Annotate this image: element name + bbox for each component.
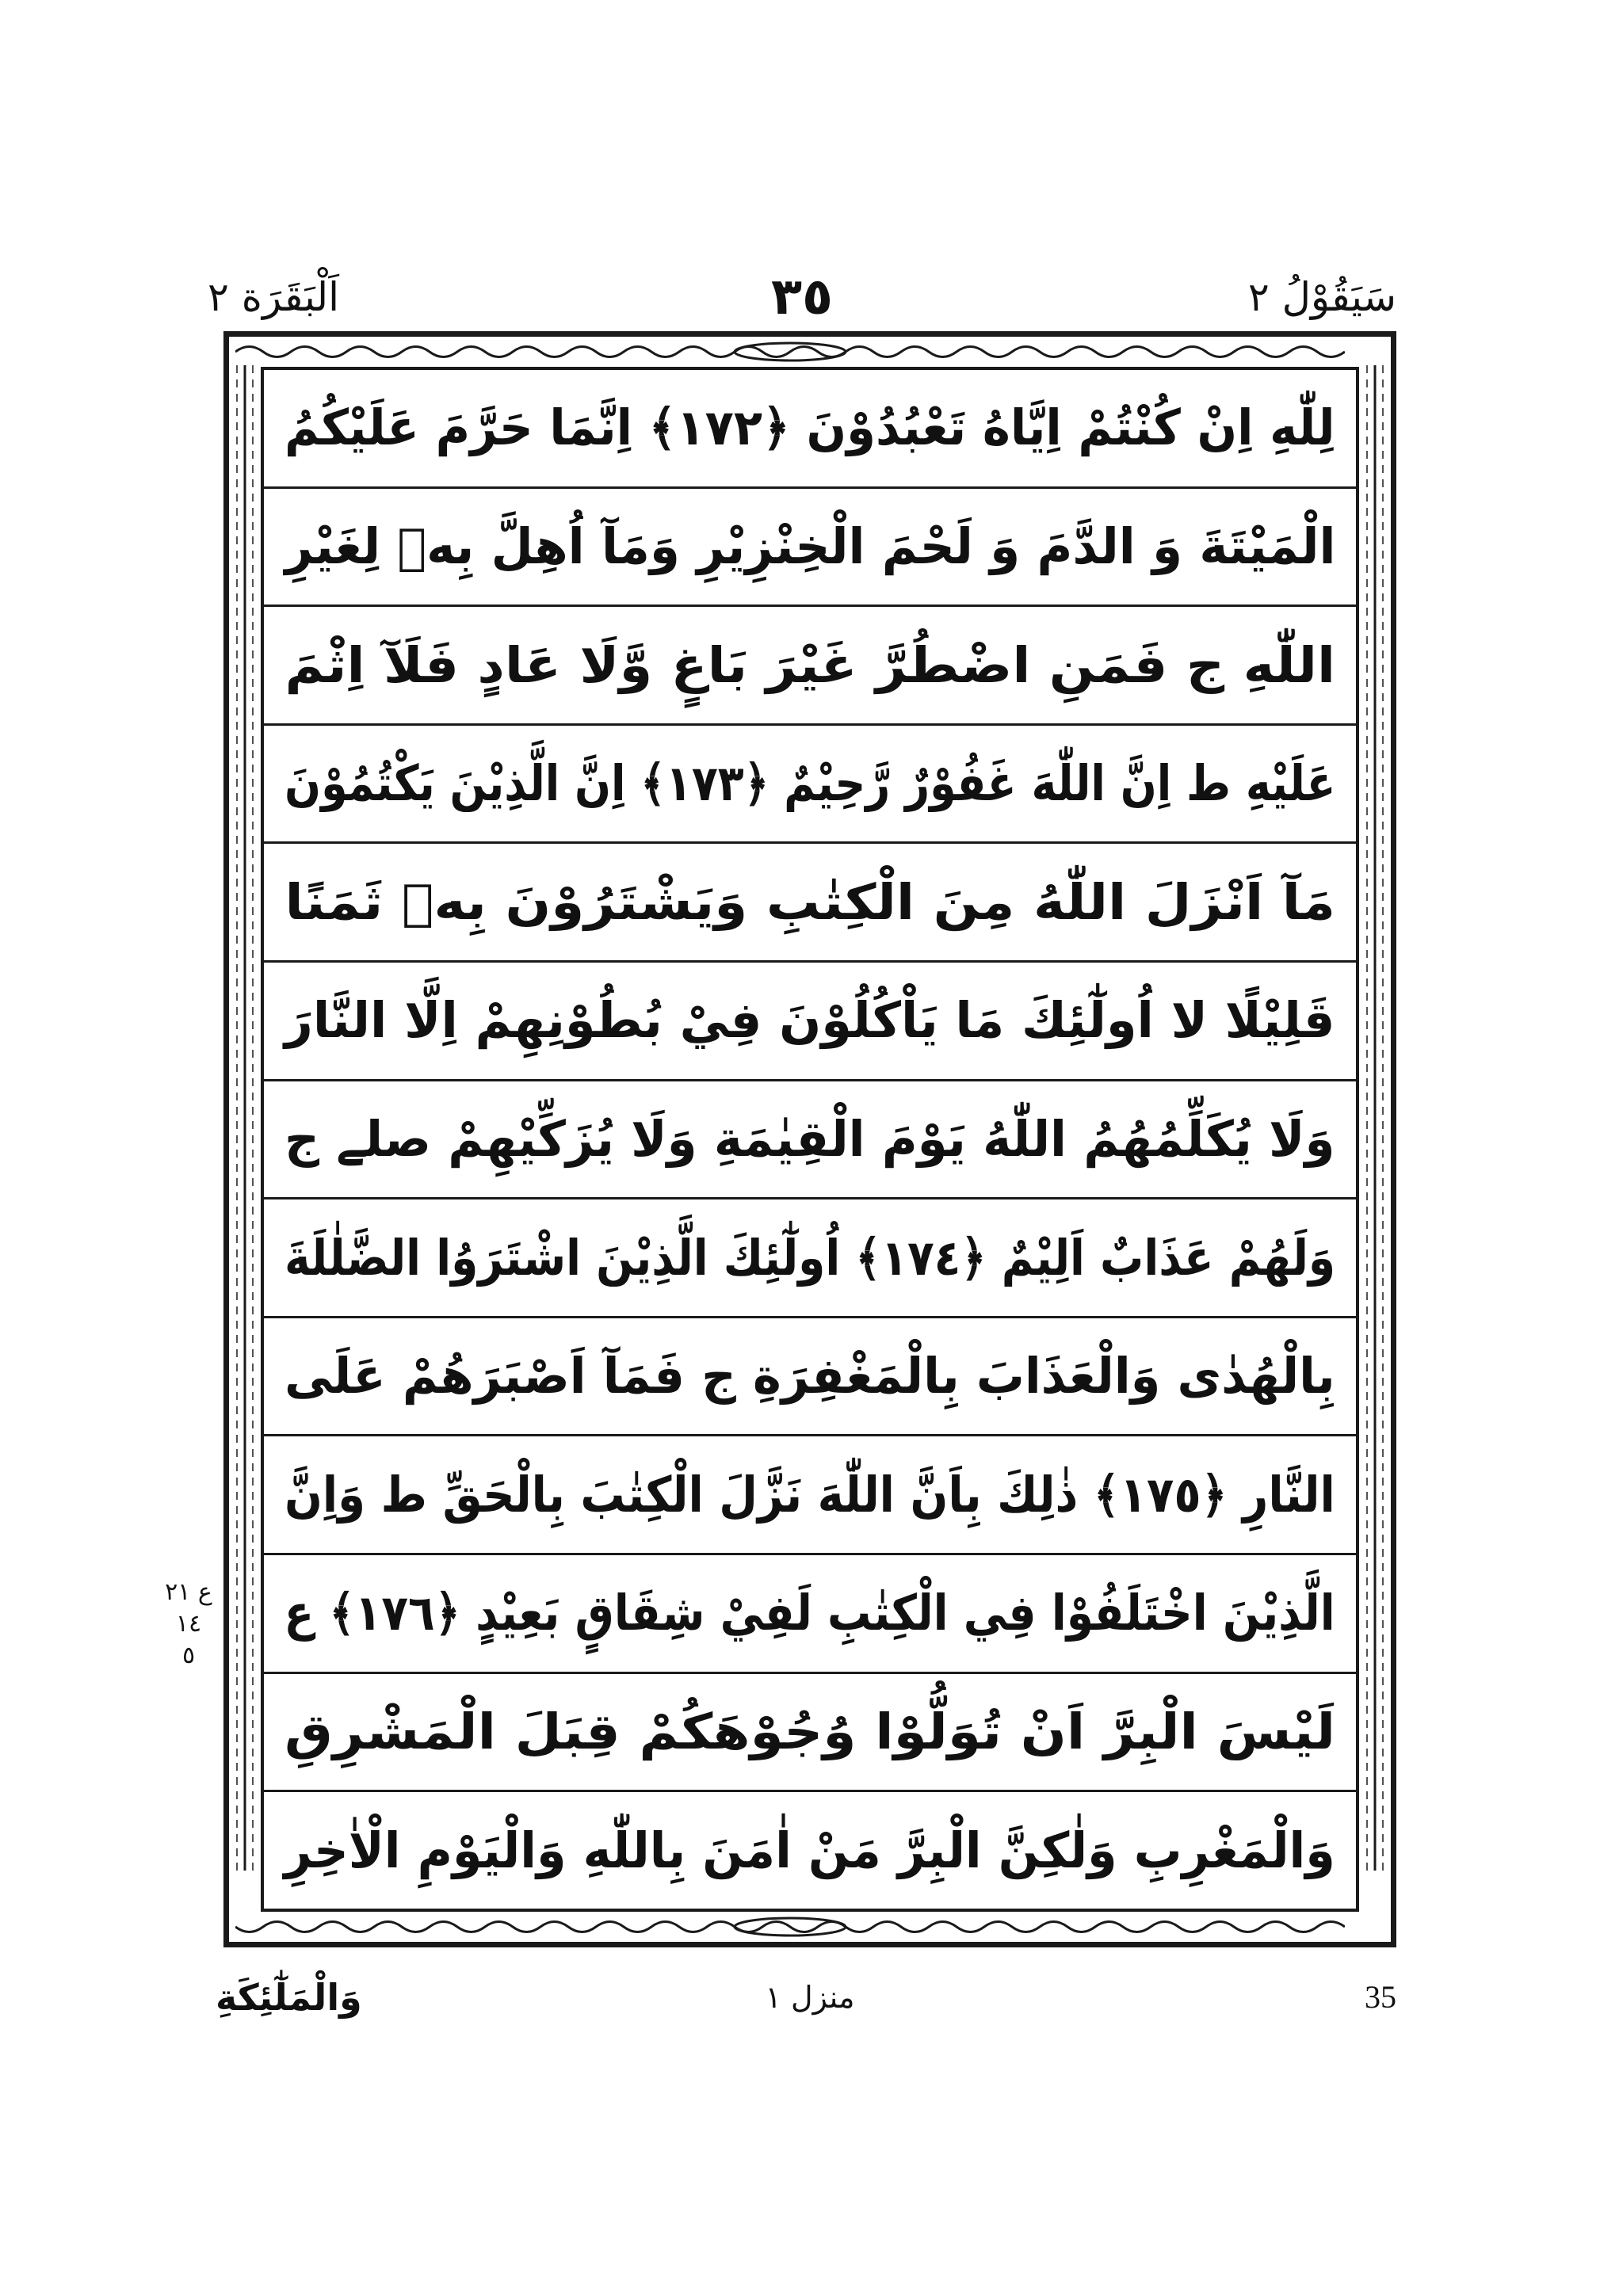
verse-text: اللّٰهِ ج فَمَنِ اضْطُرَّ غَيْرَ بَاغٍ وَّلَا عَادٍ فَلَآ اِثْمَ	[285, 635, 1335, 694]
page-number: 35	[1365, 1979, 1396, 2015]
page-header	[208, 265, 1396, 329]
verse-text: النَّارِ ﴿١٧٥﴾ ذٰلِكَ بِاَنَّ اللّٰهَ نَزَّلَ الْكِتٰبَ بِالْحَقِّ ط وَاِنَّ	[285, 1465, 1335, 1524]
text-panel	[261, 367, 1359, 1912]
verse-line	[264, 370, 1356, 489]
verse-line	[264, 489, 1356, 608]
verse-text: بِالْهُدٰى وَالْعَذَابَ بِالْمَغْفِرَةِ ج فَمَآ اَصْبَرَهُمْ عَلَى	[285, 1347, 1335, 1405]
verse-text: وَالْمَغْرِبِ وَلٰكِنَّ الْبِرَّ مَنْ اٰمَنَ بِاللّٰهِ وَالْيَوْمِ الْاٰخِرِ	[284, 1821, 1336, 1879]
verse-line	[264, 1674, 1356, 1793]
left-border-ornament	[234, 365, 256, 1871]
verse-text: عَلَيْهِ ط اِنَّ اللّٰهَ غَفُوْرٌ رَّحِيْمٌ ﴿١٧٣﴾ اِنَّ الَّذِيْنَ يَكْتُمُوْنَ	[284, 754, 1336, 813]
verse-text: لَيْسَ الْبِرَّ اَنْ تُوَلُّوْا وُجُوْهَكُمْ قِبَلَ الْمَشْرِقِ	[284, 1703, 1336, 1760]
verse-line	[264, 963, 1356, 1081]
verse-text: مَآ اَنْزَلَ اللّٰهُ مِنَ الْكِتٰبِ وَيَشْتَرُوْنَ بِهٖ ثَمَنًا	[285, 872, 1335, 931]
page-number-arabic: ٣٥	[770, 268, 834, 326]
verse-text: قَلِيْلًا لا اُولٰٓئِكَ مَا يَاْكُلُوْنَ فِيْ بُطُوْنِهِمْ اِلَّا النَّارَ	[285, 991, 1335, 1050]
right-border-ornament	[1364, 365, 1386, 1871]
page-frame	[223, 331, 1396, 1947]
verse-text: الَّذِيْنَ اخْتَلَفُوْا فِي الْكِتٰبِ لَفِيْ شِقَاقٍ بَعِيْدٍ ﴿١٧٦﴾ ع	[284, 1584, 1336, 1642]
verse-line	[264, 726, 1356, 845]
verse-text: الْمَيْتَةَ وَ الدَّمَ وَ لَحْمَ الْخِنْزِيْرِ وَمَآ اُهِلَّ بِهٖ لِغَيْرِ	[285, 517, 1335, 575]
juz-title: سَيَقُوْلُ ٢	[1247, 274, 1396, 320]
top-border-ornament	[235, 341, 1345, 362]
bottom-border-ornament	[235, 1917, 1345, 1937]
manzil-label: منزل ١	[765, 1980, 855, 2015]
catchword: وَالْمَلٰٓئِكَةِ	[216, 1976, 362, 2019]
verse-line	[264, 1436, 1356, 1555]
verse-line	[264, 1555, 1356, 1674]
verse-text: وَلَا يُكَلِّمُهُمُ اللّٰهُ يَوْمَ الْقِيٰمَةِ وَلَا يُزَكِّيْهِمْ صلے ج	[285, 1109, 1335, 1168]
verse-line	[264, 607, 1356, 726]
verse-line	[264, 1199, 1356, 1318]
verse-text: وَلَهُمْ عَذَابٌ اَلِيْمٌ ﴿١٧٤﴾ اُولٰٓئِكَ الَّذِيْنَ اشْتَرَوُا الضَّلٰلَةَ	[284, 1228, 1336, 1287]
verse-lines	[264, 370, 1356, 1909]
verse-text: لِلّٰهِ اِنْ كُنْتُمْ اِيَّاهُ تَعْبُدُوْنَ ﴿١٧٢﴾ اِنَّمَا حَرَّمَ عَلَيْكُمُ	[285, 399, 1335, 457]
verse-line	[264, 844, 1356, 963]
page-footer	[216, 1970, 1396, 2025]
surah-title: اَلْبَقَرَة ٢	[208, 274, 340, 320]
verse-line	[264, 1792, 1356, 1909]
verse-line	[264, 1318, 1356, 1437]
verse-line	[264, 1081, 1356, 1200]
ruku-marker: ع ٢١ ١٤ ٥	[165, 1578, 212, 1669]
